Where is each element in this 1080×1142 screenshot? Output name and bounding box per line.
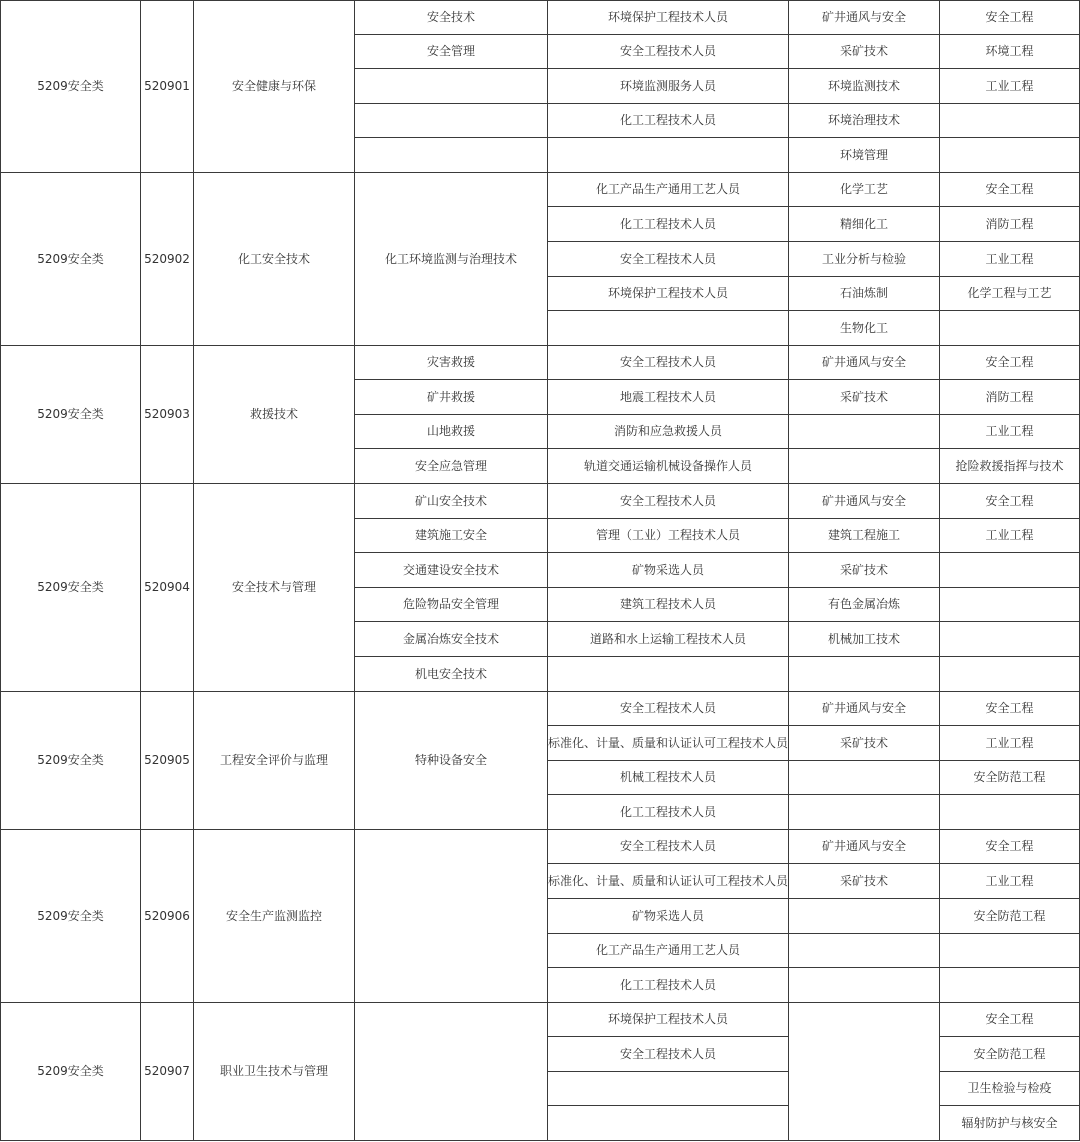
occupation-cell: 安全工程技术人员	[548, 484, 789, 519]
occupation-cell: 地震工程技术人员	[548, 380, 789, 415]
category-cell: 5209安全类	[0, 173, 141, 346]
direction-cell	[355, 104, 548, 139]
occupation-cell	[548, 138, 789, 173]
occupation-cell: 化工产品生产通用工艺人员	[548, 173, 789, 208]
secondary-major-cell: 石油炼制	[789, 277, 940, 312]
secondary-major-cell	[789, 968, 940, 1003]
undergrad-major-cell: 安全防范工程	[940, 761, 1080, 796]
major-name-cell: 化工安全技术	[194, 173, 355, 346]
category-cell: 5209安全类	[0, 830, 141, 1003]
occupation-cell: 安全工程技术人员	[548, 242, 789, 277]
occupation-cell: 环境监测服务人员	[548, 69, 789, 104]
major-code-cell: 520903	[141, 346, 194, 484]
undergrad-major-cell	[940, 311, 1080, 346]
secondary-major-cell: 化学工艺	[789, 173, 940, 208]
undergrad-major-cell: 工业工程	[940, 415, 1080, 450]
occupation-cell: 安全工程技术人员	[548, 692, 789, 727]
undergrad-major-cell: 环境工程	[940, 35, 1080, 70]
occupation-cell: 化工工程技术人员	[548, 795, 789, 830]
secondary-major-cell	[789, 934, 940, 969]
occupation-cell: 安全工程技术人员	[548, 346, 789, 381]
occupation-cell: 轨道交通运输机械设备操作人员	[548, 449, 789, 484]
major-code-cell: 520904	[141, 484, 194, 691]
undergrad-major-cell	[940, 104, 1080, 139]
major-name-cell: 工程安全评价与监理	[194, 692, 355, 830]
secondary-major-cell	[789, 795, 940, 830]
category-cell: 5209安全类	[0, 484, 141, 691]
undergrad-major-cell	[940, 968, 1080, 1003]
secondary-major-cell	[789, 761, 940, 796]
secondary-major-cell: 矿井通风与安全	[789, 0, 940, 35]
occupation-cell: 建筑工程技术人员	[548, 588, 789, 623]
secondary-major-cell: 矿井通风与安全	[789, 830, 940, 865]
occupation-cell: 道路和水上运输工程技术人员	[548, 622, 789, 657]
undergrad-major-cell: 工业工程	[940, 519, 1080, 554]
undergrad-major-cell	[940, 553, 1080, 588]
occupation-cell: 安全工程技术人员	[548, 35, 789, 70]
direction-cell: 山地救援	[355, 415, 548, 450]
major-code-cell: 520901	[141, 0, 194, 173]
undergrad-major-cell	[940, 657, 1080, 692]
occupation-cell: 环境保护工程技术人员	[548, 1003, 789, 1038]
direction-cell: 危险物品安全管理	[355, 588, 548, 623]
direction-cell	[355, 138, 548, 173]
occupation-cell	[548, 657, 789, 692]
direction-cell: 安全技术	[355, 0, 548, 35]
undergrad-major-cell: 安全工程	[940, 692, 1080, 727]
undergrad-major-cell	[940, 795, 1080, 830]
occupation-cell: 安全工程技术人员	[548, 1037, 789, 1072]
secondary-major-cell: 矿井通风与安全	[789, 692, 940, 727]
occupation-cell: 安全工程技术人员	[548, 830, 789, 865]
secondary-major-cell	[789, 415, 940, 450]
major-name-cell: 安全健康与环保	[194, 0, 355, 173]
direction-cell: 矿井救援	[355, 380, 548, 415]
undergrad-major-cell	[940, 588, 1080, 623]
occupation-cell: 机械工程技术人员	[548, 761, 789, 796]
undergrad-major-cell: 工业工程	[940, 69, 1080, 104]
major-code-cell: 520905	[141, 692, 194, 830]
undergrad-major-cell: 安全防范工程	[940, 899, 1080, 934]
direction-cell	[355, 69, 548, 104]
occupation-cell: 环境保护工程技术人员	[548, 0, 789, 35]
major-name-cell: 职业卫生技术与管理	[194, 1003, 355, 1141]
direction-cell: 建筑施工安全	[355, 519, 548, 554]
occupation-cell: 标准化、计量、质量和认证认可工程技术人员	[548, 864, 789, 899]
major-name-cell: 安全生产监测监控	[194, 830, 355, 1003]
secondary-major-cell	[789, 1003, 940, 1141]
direction-cell: 机电安全技术	[355, 657, 548, 692]
category-cell: 5209安全类	[0, 0, 141, 173]
category-cell: 5209安全类	[0, 1003, 141, 1141]
secondary-major-cell: 环境管理	[789, 138, 940, 173]
secondary-major-cell: 采矿技术	[789, 380, 940, 415]
undergrad-major-cell	[940, 138, 1080, 173]
secondary-major-cell	[789, 657, 940, 692]
secondary-major-cell: 建筑工程施工	[789, 519, 940, 554]
direction-cell	[355, 1003, 548, 1141]
undergrad-major-cell: 消防工程	[940, 380, 1080, 415]
undergrad-major-cell: 卫生检验与检疫	[940, 1072, 1080, 1107]
secondary-major-cell: 有色金属冶炼	[789, 588, 940, 623]
direction-cell: 特种设备安全	[355, 692, 548, 830]
secondary-major-cell: 采矿技术	[789, 35, 940, 70]
undergrad-major-cell: 化学工程与工艺	[940, 277, 1080, 312]
major-code-cell: 520902	[141, 173, 194, 346]
secondary-major-cell: 采矿技术	[789, 864, 940, 899]
undergrad-major-cell	[940, 622, 1080, 657]
secondary-major-cell: 机械加工技术	[789, 622, 940, 657]
direction-cell: 交通建设安全技术	[355, 553, 548, 588]
secondary-major-cell: 生物化工	[789, 311, 940, 346]
secondary-major-cell: 精细化工	[789, 207, 940, 242]
occupation-cell: 消防和应急救援人员	[548, 415, 789, 450]
direction-cell: 安全应急管理	[355, 449, 548, 484]
undergrad-major-cell: 安全工程	[940, 1003, 1080, 1038]
occupation-cell	[548, 311, 789, 346]
occupation-cell: 矿物采选人员	[548, 899, 789, 934]
direction-cell: 灾害救援	[355, 346, 548, 381]
secondary-major-cell	[789, 899, 940, 934]
secondary-major-cell: 环境治理技术	[789, 104, 940, 139]
secondary-major-cell	[789, 449, 940, 484]
occupation-cell: 化工工程技术人员	[548, 104, 789, 139]
secondary-major-cell: 采矿技术	[789, 553, 940, 588]
undergrad-major-cell: 安全工程	[940, 346, 1080, 381]
occupation-cell: 化工工程技术人员	[548, 207, 789, 242]
occupation-cell: 矿物采选人员	[548, 553, 789, 588]
secondary-major-cell: 矿井通风与安全	[789, 346, 940, 381]
category-cell: 5209安全类	[0, 692, 141, 830]
occupation-cell: 化工工程技术人员	[548, 968, 789, 1003]
undergrad-major-cell: 工业工程	[940, 864, 1080, 899]
occupation-cell: 标准化、计量、质量和认证认可工程技术人员	[548, 726, 789, 761]
secondary-major-cell: 采矿技术	[789, 726, 940, 761]
direction-cell: 矿山安全技术	[355, 484, 548, 519]
undergrad-major-cell: 抢险救援指挥与技术	[940, 449, 1080, 484]
undergrad-major-cell: 安全工程	[940, 0, 1080, 35]
undergrad-major-cell: 辐射防护与核安全	[940, 1106, 1080, 1141]
major-code-cell: 520907	[141, 1003, 194, 1141]
occupation-cell	[548, 1072, 789, 1107]
direction-cell	[355, 830, 548, 1003]
undergrad-major-cell: 工业工程	[940, 726, 1080, 761]
major-code-cell: 520906	[141, 830, 194, 1003]
secondary-major-cell: 矿井通风与安全	[789, 484, 940, 519]
occupation-cell	[548, 1106, 789, 1141]
occupation-cell: 管理（工业）工程技术人员	[548, 519, 789, 554]
direction-cell: 金属冶炼安全技术	[355, 622, 548, 657]
undergrad-major-cell: 安全防范工程	[940, 1037, 1080, 1072]
undergrad-major-cell: 安全工程	[940, 830, 1080, 865]
occupation-cell: 化工产品生产通用工艺人员	[548, 934, 789, 969]
undergrad-major-cell	[940, 934, 1080, 969]
category-cell: 5209安全类	[0, 346, 141, 484]
secondary-major-cell: 环境监测技术	[789, 69, 940, 104]
secondary-major-cell: 工业分析与检验	[789, 242, 940, 277]
occupation-cell: 环境保护工程技术人员	[548, 277, 789, 312]
undergrad-major-cell: 安全工程	[940, 484, 1080, 519]
direction-cell: 安全管理	[355, 35, 548, 70]
major-name-cell: 救援技术	[194, 346, 355, 484]
undergrad-major-cell: 安全工程	[940, 173, 1080, 208]
direction-cell: 化工环境监测与治理技术	[355, 173, 548, 346]
major-name-cell: 安全技术与管理	[194, 484, 355, 691]
undergrad-major-cell: 工业工程	[940, 242, 1080, 277]
undergrad-major-cell: 消防工程	[940, 207, 1080, 242]
